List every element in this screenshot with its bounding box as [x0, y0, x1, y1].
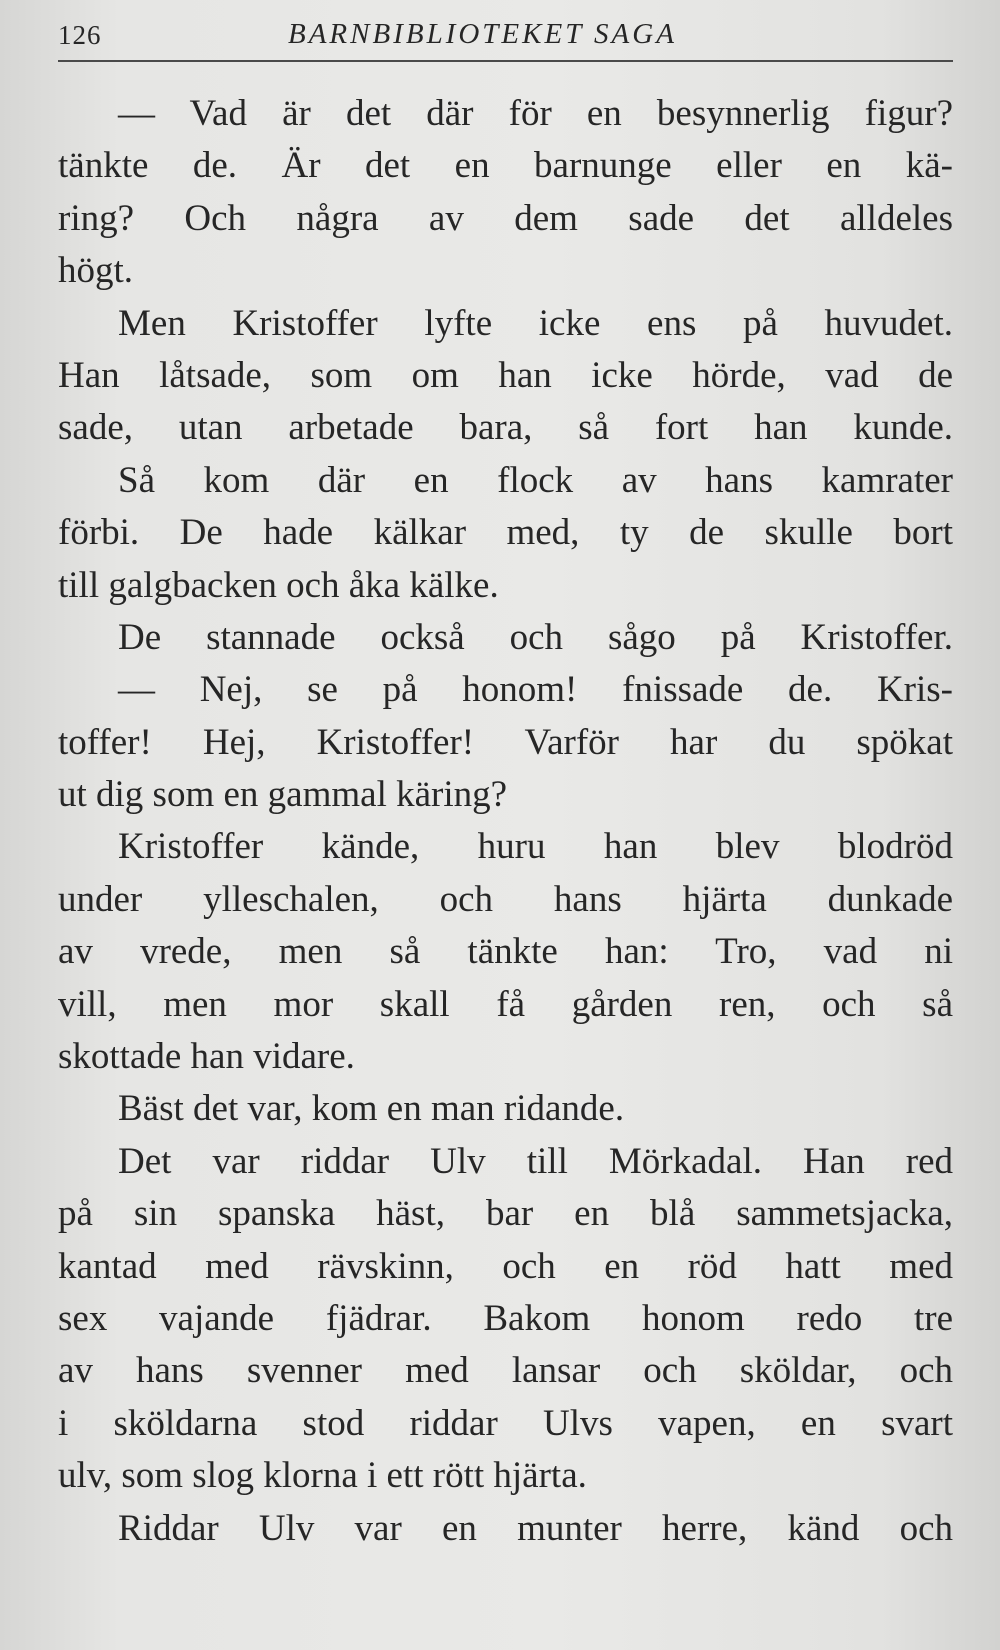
- text-line: högt.: [58, 250, 134, 292]
- text-line: Så kom där en flock av hans kamrater: [118, 459, 953, 501]
- text-line: De stannade också och sågo på Kristoffer.: [118, 616, 953, 658]
- text-line: Kristoffer kände, huru han blev blodröd: [118, 826, 953, 868]
- text-line: i sköldarna stod riddar Ulvs vapen, en svart: [58, 1402, 953, 1444]
- text-line: Bäst det var, kom en man ridande.: [118, 1088, 625, 1130]
- text-line: Han låtsade, som om han icke hörde, vad de: [58, 354, 953, 396]
- header-rule: [58, 60, 953, 62]
- text-line: på sin spanska häst, bar en blå sammetsjacka,: [58, 1193, 953, 1235]
- text-line: vill, men mor skall få gården ren, och så: [58, 983, 953, 1025]
- text-line: ut dig som en gammal käring?: [58, 774, 508, 816]
- text-line: skottade han vidare.: [58, 1036, 355, 1078]
- text-line: sex vajande fjädrar. Bakom honom redo tre: [58, 1297, 953, 1339]
- text-line: av vrede, men så tänkte han: Tro, vad ni: [58, 931, 953, 973]
- text-line: tänkte de. Är det en barnunge eller en kä-: [58, 145, 953, 187]
- text-line: sade, utan arbetade bara, så fort han kunde.: [58, 407, 953, 449]
- text-line: Men Kristoffer lyfte icke ens på huvudet.: [118, 302, 953, 344]
- text-line: — Vad är det där för en besynnerlig figur?: [118, 93, 953, 134]
- text-line: ring? Och några av dem sade det alldeles: [58, 197, 953, 239]
- text-line: ulv, som slog klorna i ett rött hjärta.: [58, 1455, 587, 1497]
- page-header: [58, 12, 953, 58]
- text-line: Riddar Ulv var en munter herre, känd och: [118, 1507, 953, 1549]
- running-head: BARNBIBLIOTEKET SAGA: [288, 18, 677, 50]
- text-line: till galgbacken och åka kälke.: [58, 564, 499, 606]
- body-text: [58, 88, 953, 1555]
- text-line: kantad med rävskinn, och en röd hatt med: [58, 1245, 953, 1287]
- text-line: Det var riddar Ulv till Mörkadal. Han red: [118, 1140, 953, 1182]
- page-number: 126: [58, 20, 102, 50]
- text-line: förbi. De hade kälkar med, ty de skulle bort: [58, 512, 953, 554]
- text-line: under ylleschalen, och hans hjärta dunkade: [58, 878, 953, 920]
- text-line: toffer! Hej, Kristoffer! Varför har du spökat: [58, 721, 953, 763]
- text-line: av hans svenner med lansar och sköldar, och: [58, 1350, 953, 1392]
- text-line: — Nej, se på honom! fnissade de. Kris-: [118, 669, 953, 711]
